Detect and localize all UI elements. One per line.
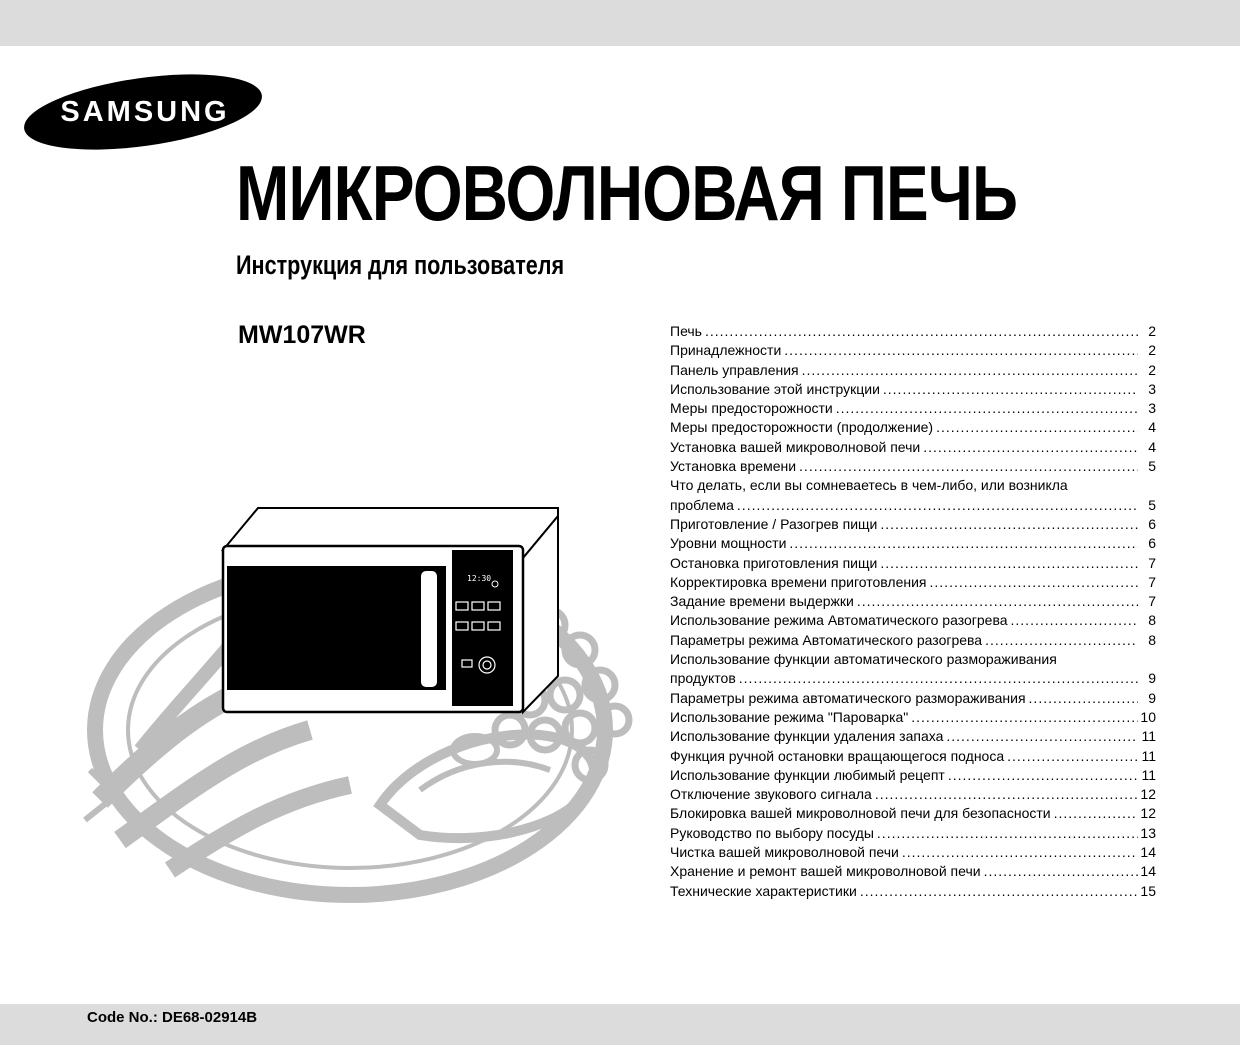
toc-entry	[670, 361, 1156, 380]
toc-entry-label: Меры предосторожности (продолжение)	[670, 419, 934, 436]
toc-entry-label: Использование функции удаления запаха	[670, 728, 944, 745]
toc-page-number: 10	[1140, 708, 1156, 725]
toc-entry-label: Чистка вашей микроволновой печи	[670, 844, 899, 861]
toc-leader-dots	[880, 515, 1138, 534]
toc-page-number: 9	[1148, 689, 1156, 706]
toc-entry	[670, 438, 1156, 457]
toc-leader-dots	[936, 418, 1138, 437]
toc-page-number: 8	[1148, 612, 1156, 629]
toc-leader-dots	[1054, 804, 1138, 823]
toc-page-number: 11	[1141, 766, 1156, 783]
top-band	[0, 0, 1240, 46]
toc-entry-label: Установка времени	[670, 458, 797, 475]
toc-page-number: 2	[1148, 361, 1156, 378]
toc-leader-dots	[836, 399, 1138, 418]
toc-page-number: 2	[1148, 323, 1156, 339]
toc-leader-dots	[883, 380, 1138, 399]
toc-entry-label: Функция ручной остановки вращающегося подноса	[670, 747, 1005, 764]
toc-entry-label: Параметры режима Автоматического разогрева	[670, 631, 983, 648]
toc-leader-dots	[984, 862, 1138, 881]
toc-entry-label: Меры предосторожности	[670, 400, 833, 417]
toc-entry-label: Уровни мощности	[670, 535, 787, 552]
toc-entry	[670, 457, 1156, 476]
microwave-oven-graphic	[223, 508, 558, 712]
toc-page-number: 15	[1140, 882, 1156, 899]
toc-page-number: 2	[1148, 342, 1156, 359]
toc-leader-dots	[911, 708, 1138, 727]
brand-name: SAMSUNG	[60, 95, 230, 128]
toc-page-number: 13	[1140, 824, 1156, 841]
toc-leader-dots	[860, 882, 1138, 901]
toc-page-number: 4	[1148, 419, 1156, 436]
toc-leader-dots	[880, 554, 1138, 573]
toc-entry	[670, 862, 1156, 881]
toc-page-number: 14	[1140, 863, 1156, 880]
toc-entry	[670, 611, 1156, 630]
toc-entry-label: Панель управления	[670, 361, 799, 378]
toc-page-number: 11	[1141, 747, 1156, 764]
toc-entry-label: Хранение и ремонт вашей микроволновой печи	[670, 863, 981, 880]
microwave-illustration	[80, 500, 670, 920]
toc-leader-dots	[946, 727, 1138, 746]
svg-text:12:30: 12:30	[467, 574, 492, 583]
toc-entry-label: Установка вашей микроволновой печи	[670, 438, 921, 455]
toc-entry-label: Параметры режима автоматического размораживания	[670, 689, 1026, 706]
toc-entry	[670, 592, 1156, 611]
toc-leader-dots	[739, 669, 1138, 688]
toc-leader-dots	[1007, 747, 1138, 766]
toc-page-number: 11	[1141, 728, 1156, 745]
toc-leader-dots	[784, 341, 1138, 360]
toc-entry-label: Использование режима Автоматического разогрева	[670, 612, 1008, 629]
toc-page-number: 8	[1148, 631, 1156, 648]
toc-entry	[670, 322, 1156, 341]
toc-entry	[670, 727, 1156, 746]
toc-entry-label: проблема	[670, 496, 734, 513]
toc-entry	[670, 689, 1156, 708]
toc-entry	[670, 766, 1156, 785]
page-subtitle: Инструкция для пользователя	[236, 250, 565, 280]
toc-entry	[670, 804, 1156, 823]
toc-leader-dots	[948, 766, 1138, 785]
toc-page-number: 5	[1148, 496, 1156, 513]
toc-page-number: 3	[1148, 400, 1156, 417]
toc-entry	[670, 708, 1156, 727]
toc-entry-label: Отключение звукового сигнала	[670, 786, 872, 803]
toc-page-number: 12	[1140, 805, 1156, 822]
toc-entry	[670, 747, 1156, 766]
toc-entry	[670, 341, 1156, 360]
toc-leader-dots	[857, 592, 1138, 611]
toc-entry	[670, 573, 1156, 592]
toc-page-number: 14	[1140, 844, 1156, 861]
toc-page-number: 7	[1148, 573, 1156, 590]
page-title: МИКРОВОЛНОВАЯ ПЕЧЬ	[236, 149, 1018, 237]
toc-entry	[670, 785, 1156, 804]
toc-entry-label: Блокировка вашей микроволновой печи для безопасности	[670, 805, 1051, 822]
toc-leader-dots	[705, 322, 1138, 341]
toc-entry	[670, 650, 1156, 669]
toc-entry-label: Технические характеристики	[670, 882, 857, 899]
toc-page-number: 4	[1148, 438, 1156, 455]
toc-page-number: 7	[1148, 593, 1156, 610]
toc-leader-dots	[985, 631, 1138, 650]
toc-page-number: 9	[1148, 670, 1156, 687]
toc-leader-dots	[875, 785, 1138, 804]
toc-entry	[670, 399, 1156, 418]
toc-page-number: 6	[1148, 535, 1156, 552]
toc-leader-dots	[1029, 689, 1138, 708]
toc-page-number: 12	[1140, 786, 1156, 803]
toc-entry	[670, 554, 1156, 573]
toc-entry-continued	[670, 669, 1156, 688]
toc-entry-label: Печь	[670, 323, 702, 339]
toc-leader-dots	[930, 573, 1138, 592]
table-of-contents	[670, 322, 1156, 901]
toc-entry-label: Остановка приготовления пищи	[670, 554, 878, 571]
toc-entry-label: Принадлежности	[670, 342, 782, 359]
toc-entry	[670, 534, 1156, 553]
toc-entry-label: продуктов	[670, 670, 736, 687]
toc-leader-dots	[799, 457, 1138, 476]
toc-leader-dots	[877, 824, 1138, 843]
toc-entry	[670, 515, 1156, 534]
toc-entry-label: Использование функции любимый рецепт	[670, 766, 945, 783]
model-number: MW107WR	[238, 321, 366, 349]
toc-entry	[670, 824, 1156, 843]
toc-entry-label: Использование режима "Пароварка"	[670, 708, 909, 725]
toc-entry-label: Руководство по выбору посуды	[670, 824, 874, 841]
toc-entry	[670, 631, 1156, 650]
toc-entry	[670, 882, 1156, 901]
toc-entry	[670, 476, 1156, 495]
toc-page-number: 3	[1148, 380, 1156, 397]
toc-entry-label: Использование этой инструкции	[670, 380, 880, 397]
toc-entry-continued	[670, 496, 1156, 515]
toc-entry	[670, 418, 1156, 437]
toc-leader-dots	[902, 843, 1138, 862]
samsung-logo	[22, 70, 264, 154]
toc-entry-label: Что делать, если вы сомневаетесь в чем-либо, или возникла	[670, 477, 1068, 494]
toc-page-number: 6	[1148, 515, 1156, 532]
toc-entry-label: Использование функции автоматического размораживания	[670, 651, 1057, 668]
toc-entry-label: Приготовление / Разогрев пищи	[670, 515, 878, 532]
toc-leader-dots	[923, 438, 1138, 457]
toc-page-number: 5	[1148, 458, 1156, 475]
toc-entry-label: Задание времени выдержки	[670, 593, 854, 610]
toc-leader-dots	[802, 361, 1138, 380]
toc-leader-dots	[737, 496, 1138, 515]
toc-entry	[670, 843, 1156, 862]
toc-leader-dots	[789, 534, 1138, 553]
toc-page-number: 7	[1148, 554, 1156, 571]
toc-leader-dots	[1011, 611, 1138, 630]
code-number: Code No.: DE68-02914B	[87, 1009, 258, 1026]
toc-entry-label: Корректировка времени приготовления	[670, 573, 927, 590]
toc-entry	[670, 380, 1156, 399]
